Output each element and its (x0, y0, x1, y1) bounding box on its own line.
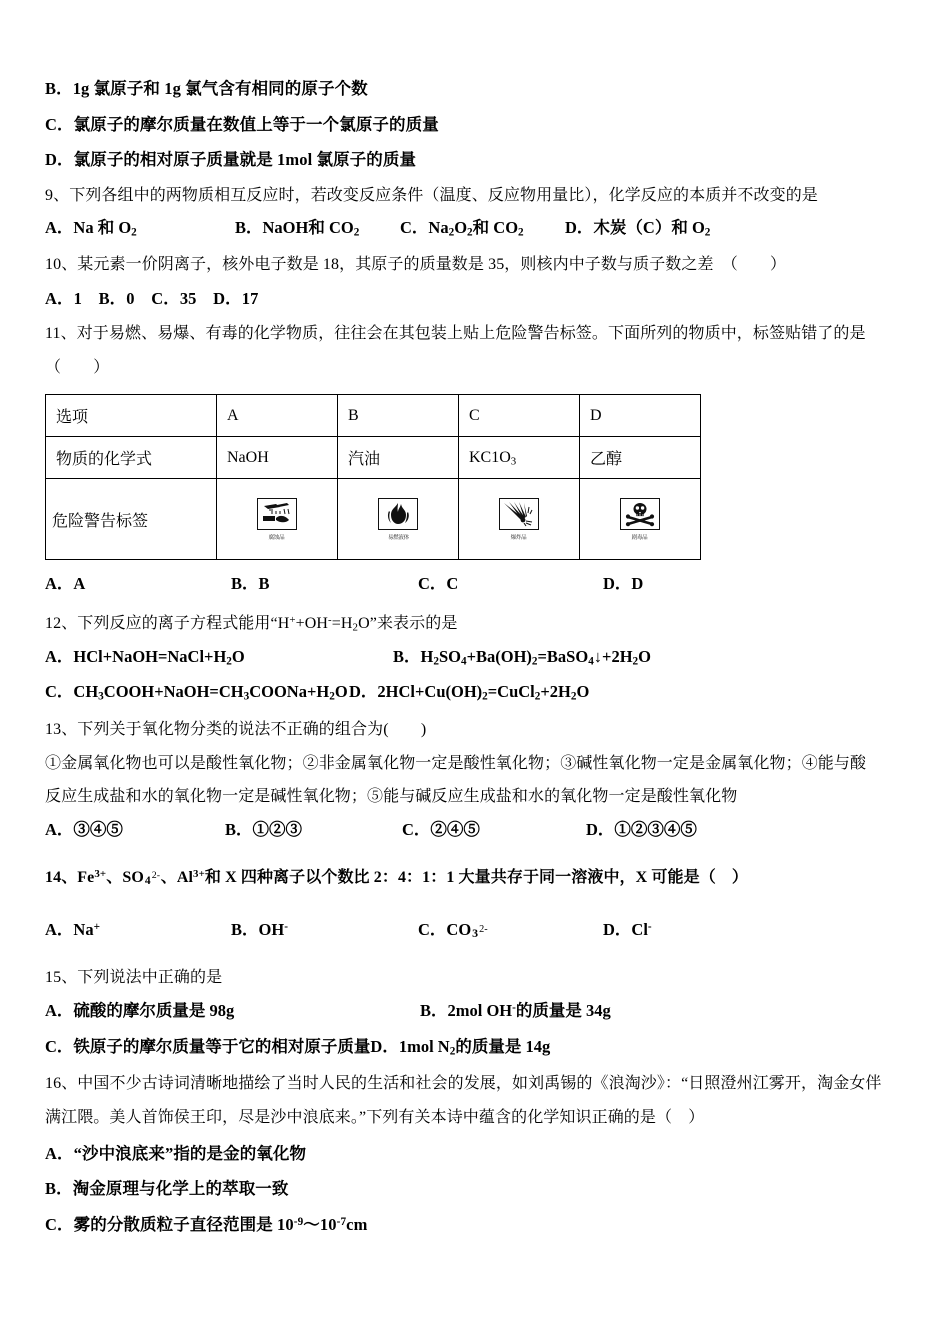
q14-option-a: A．Na+ (45, 920, 100, 940)
q11-option-a: A．A (45, 574, 86, 594)
q13-option-b: B．①②③ (225, 820, 303, 839)
q12-option-b: B．$H_2SO_4+Ba(OH)_2=BaSO_4↓+2H_2O$ (393, 646, 651, 668)
carbonate-ion: 3 2- (472, 923, 488, 941)
q12-stem: 12、下列反应的离子方程式能用“$H^++OH^-=H_2O$”来表示的是 (45, 614, 458, 634)
row-header-option: 选项 (46, 395, 217, 437)
flammable-icon (378, 498, 418, 530)
sulfate-subscript: 4 (144, 874, 151, 887)
q10-stem: 10、某元素一价阴离子，核外电子数是 18，其原子的质量数是 35，则核内中子数与质子数之差 （ ） (45, 256, 787, 274)
q8-option-b: B．1g 氯原子和 1g 氯气含有相同的原子个数 (45, 79, 368, 98)
q15-option-cd: C．铁原子的摩尔质量等于它的相对原子质量D．1mol $N_2$的质量是 14g (45, 1036, 551, 1058)
q14-sep-2: 、Al (160, 868, 194, 886)
q13-stem: 13、下列关于氧化物分类的说法不正确的组合为( ) (45, 721, 427, 739)
q9-stem: 9、下列各组中的两物质相互反应时，若改变反应条件（温度、反应物用量比），化学反应的本质并不改变的是 (45, 186, 818, 204)
q14-stem (45, 865, 917, 891)
toxic-symbol (586, 498, 694, 541)
q13-option-c: C．②④⑤ (402, 820, 480, 839)
fe-charge: 3+ (94, 867, 107, 880)
q14-option-b: B．OH- (231, 920, 288, 940)
label-cell-c (459, 479, 580, 560)
table-col-d: D (580, 395, 701, 437)
explosive-caption: 爆炸品 (511, 534, 527, 541)
q12-option-c: C．$CH_3COOH+NaOH=CH_3COONa+H_2O$ (45, 682, 348, 703)
q16-stem-line1: 16、中国不少古诗词清晰地描绘了当时人民的生活和社会的发展，如刘禹锡的《浪淘沙》：“日照澄州江雾开，淘金女伴 (45, 1075, 882, 1093)
q15-options-row2 (45, 1035, 917, 1060)
corrosive-symbol (223, 498, 331, 541)
q10-options: A．1 B．0 C．35 D．17 (45, 288, 259, 308)
q13-statements-line2: 反应生成盐和水的氧化物一定是碱性氧化物；⑤能与碱反应生成盐和水的氧化物一定是酸性氧化物 (45, 788, 738, 806)
q13-option-d: D．①②③④⑤ (586, 820, 697, 839)
q14-sep-1: 、SO (106, 868, 144, 886)
q9-options (45, 216, 917, 241)
q12-options-row2 (45, 680, 917, 705)
q9-option-d: D．木炭（C）和 $O_2$ (565, 218, 711, 239)
q11-option-d: D．D (603, 574, 644, 594)
q15-options-row1 (45, 999, 917, 1024)
q12-option-d: D．$2HCl+Cu(OH)_2=CuCl_2+2H_2O$ (349, 682, 590, 703)
table-col-a: A (217, 395, 338, 437)
sulfate-charge: 2- (151, 870, 161, 882)
q11-options (45, 572, 917, 597)
q11-stem: 11、对于易燃、易爆、有毒的化学物质，往往会在其包装上贴上危险警告标签。下面所列的物质中，标签贴错了的是 (45, 325, 866, 343)
q14-stem-prefix: 14、Fe (45, 868, 95, 886)
explosive-symbol (465, 498, 573, 541)
q11-option-b: B．B (231, 574, 270, 594)
q14-options (45, 918, 917, 943)
q16-option-c: C．雾的分散质粒子直径范围是 $10^{-9}\sim 10^{-7}cm$ (45, 1214, 368, 1234)
row-header-formula: 物质的化学式 (46, 437, 217, 479)
q11-option-c: C．C (418, 574, 459, 594)
hazard-label-table (45, 394, 701, 560)
label-cell-a (217, 479, 338, 560)
row-header-label: 危险警告标签 (46, 479, 217, 560)
toxic-icon (620, 498, 660, 530)
formula-c: $KC1O_3$ (459, 437, 580, 479)
q14-option-d: D．Cl- (603, 920, 652, 940)
q16-option-a: A．“沙中浪底来”指的是金的氧化物 (45, 1143, 307, 1163)
q15-option-b: B．2mol OH-的质量是 34g (420, 1000, 611, 1020)
q15-option-a: A．硫酸的摩尔质量是 98g (45, 1000, 235, 1020)
table-col-c: C (459, 395, 580, 437)
q15-stem: 15、下列说法中正确的是 (45, 969, 223, 987)
q12-option-a: A．$HCl+NaOH=NaCl+H_2O$ (45, 646, 245, 668)
al-charge: 3+ (193, 867, 205, 880)
label-cell-d (580, 479, 701, 560)
q14-option-c: C．CO3 2- (418, 918, 603, 943)
flammable-symbol (344, 498, 452, 541)
table-row-options (46, 395, 701, 437)
table-row-formulas (46, 437, 701, 479)
q11-stem-tail: （ ） (45, 358, 110, 376)
q9-option-a: A．Na 和 $O_2$ (45, 218, 137, 239)
toxic-caption: 剧毒品 (632, 534, 648, 541)
table-row-labels (46, 479, 701, 560)
table-col-b: B (338, 395, 459, 437)
formula-a: NaOH (217, 437, 338, 479)
q13-statements-line1: ①金属氧化物也可以是酸性氧化物；②非金属氧化物一定是酸性氧化物；③碱性氧化物一定是金属氧化物；④能与酸 (45, 754, 867, 772)
q16-stem-line2: 满江隈。美人首饰侯王印，尽是沙中浪底来。”下列有关本诗中蕴含的化学知识正确的是（ ） (45, 1108, 705, 1126)
q12-options-row1 (45, 645, 917, 670)
q14-stem-tail: 和 X 四种离子以个数比 2：4：1：1 大量共存于同一溶液中，X 可能是（ ） (204, 868, 749, 886)
formula-b: 汽油 (338, 437, 459, 479)
q9-option-b: B．NaOH和 $CO_2$ (235, 218, 360, 239)
q8-option-c: C．氯原子的摩尔质量在数值上等于一个氯原子的质量 (45, 114, 439, 134)
q16-option-b: B．淘金原理与化学上的萃取一致 (45, 1179, 289, 1199)
label-cell-b (338, 479, 459, 560)
q9-option-c: C．$Na_2O_2$和 $CO_2$ (400, 218, 524, 239)
q13-option-a: A．③④⑤ (45, 820, 123, 839)
exam-content (45, 76, 917, 1247)
explosive-icon (499, 498, 539, 530)
q8-option-d: D．氯原子的相对原子质量就是 1mol 氯原子的质量 (45, 150, 417, 170)
q13-options (45, 818, 917, 843)
corrosive-caption: 腐蚀品 (269, 534, 285, 541)
sulfate-ion (144, 865, 161, 891)
formula-d: 乙醇 (580, 437, 701, 479)
corrosive-icon (257, 498, 297, 530)
flammable-caption: 易燃液体 (387, 534, 409, 541)
